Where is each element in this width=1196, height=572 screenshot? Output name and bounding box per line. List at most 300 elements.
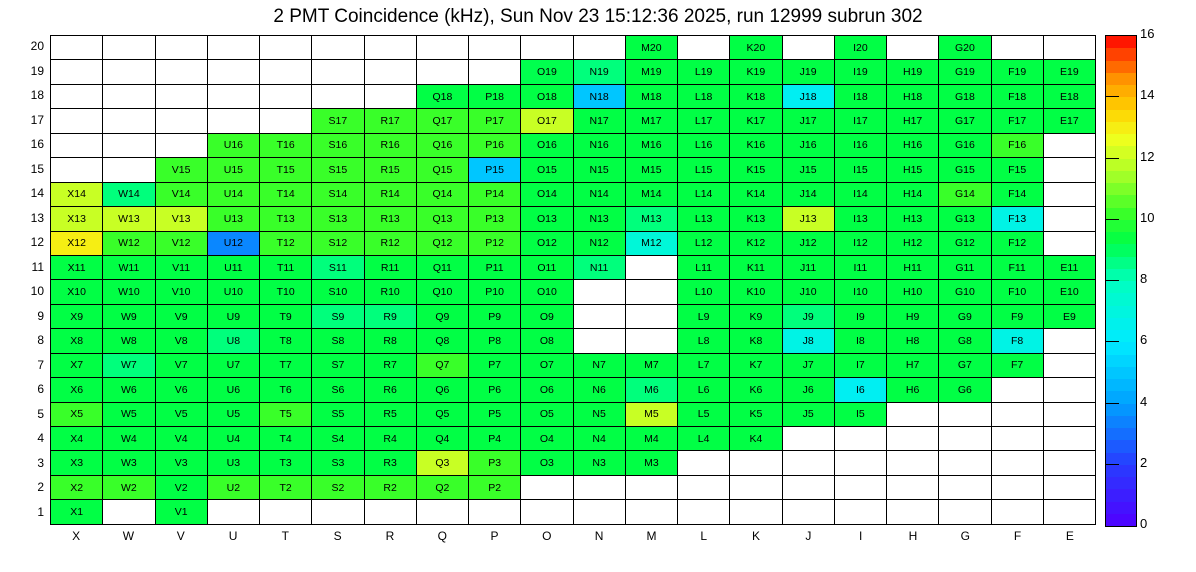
heatmap-cell-f18: F18 bbox=[991, 84, 1043, 108]
heatmap-cell-g7: G7 bbox=[939, 353, 991, 377]
heatmap-cell-empty bbox=[1043, 427, 1095, 451]
colorbar-tick-label: 0 bbox=[1140, 516, 1148, 531]
heatmap-cell-m7: M7 bbox=[625, 353, 677, 377]
heatmap-cell-f16: F16 bbox=[991, 133, 1043, 157]
heatmap-cell-empty bbox=[103, 158, 155, 182]
heatmap-cell-q15: Q15 bbox=[416, 158, 468, 182]
heatmap-cell-empty bbox=[782, 427, 834, 451]
heatmap-cell-p8: P8 bbox=[469, 329, 521, 353]
heatmap-cell-empty bbox=[1043, 475, 1095, 499]
heatmap-cell-empty bbox=[1043, 158, 1095, 182]
heatmap-row bbox=[51, 280, 1096, 304]
heatmap-cell-r14: R14 bbox=[364, 182, 416, 206]
heatmap-cell-q7: Q7 bbox=[416, 353, 468, 377]
heatmap-cell-j12: J12 bbox=[782, 231, 834, 255]
heatmap-cell-r8: R8 bbox=[364, 329, 416, 353]
x-axis-label: S bbox=[333, 529, 342, 543]
heatmap-cell-empty bbox=[625, 500, 677, 525]
heatmap-cell-empty bbox=[625, 329, 677, 353]
heatmap-cell-j6: J6 bbox=[782, 378, 834, 402]
heatmap-cell-i15: I15 bbox=[834, 158, 886, 182]
heatmap-cell-empty bbox=[207, 109, 259, 133]
heatmap-cell-empty bbox=[521, 500, 573, 525]
heatmap-row bbox=[51, 158, 1096, 182]
heatmap-cell-empty bbox=[521, 475, 573, 499]
heatmap-cell-empty bbox=[155, 36, 207, 60]
heatmap-cell-m16: M16 bbox=[625, 133, 677, 157]
heatmap-cell-empty bbox=[625, 255, 677, 279]
heatmap-cell-n11: N11 bbox=[573, 255, 625, 279]
y-axis-label: 10 bbox=[30, 284, 44, 299]
heatmap-cell-o5: O5 bbox=[521, 402, 573, 426]
x-axis-label: J bbox=[805, 529, 812, 543]
heatmap-cell-i19: I19 bbox=[834, 60, 886, 84]
colorbar-segment bbox=[1106, 195, 1136, 207]
heatmap-cell-i20: I20 bbox=[834, 36, 886, 60]
colorbar-segment bbox=[1106, 171, 1136, 183]
heatmap-cell-g19: G19 bbox=[939, 60, 991, 84]
heatmap-cell-s3: S3 bbox=[312, 451, 364, 475]
heatmap-cell-i11: I11 bbox=[834, 255, 886, 279]
heatmap-cell-o18: O18 bbox=[521, 84, 573, 108]
heatmap-cell-t2: T2 bbox=[260, 475, 312, 499]
heatmap-cell-u5: U5 bbox=[207, 402, 259, 426]
heatmap-cell-r9: R9 bbox=[364, 304, 416, 328]
heatmap-cell-empty bbox=[416, 36, 468, 60]
heatmap-cell-v13: V13 bbox=[155, 207, 207, 231]
heatmap-cell-k13: K13 bbox=[730, 207, 782, 231]
heatmap-cell-n12: N12 bbox=[573, 231, 625, 255]
heatmap-cell-q11: Q11 bbox=[416, 255, 468, 279]
heatmap-cell-u11: U11 bbox=[207, 255, 259, 279]
heatmap-cell-f14: F14 bbox=[991, 182, 1043, 206]
x-axis-label: U bbox=[228, 529, 238, 543]
heatmap-cell-empty bbox=[730, 475, 782, 499]
heatmap-cell-w7: W7 bbox=[103, 353, 155, 377]
heatmap-cell-x1: X1 bbox=[51, 500, 103, 525]
heatmap-cell-f12: F12 bbox=[991, 231, 1043, 255]
heatmap-cell-v7: V7 bbox=[155, 353, 207, 377]
heatmap-cell-s9: S9 bbox=[312, 304, 364, 328]
heatmap-cell-empty bbox=[1043, 353, 1095, 377]
heatmap-cell-n13: N13 bbox=[573, 207, 625, 231]
heatmap-cell-empty bbox=[207, 36, 259, 60]
heatmap-cell-empty bbox=[834, 451, 886, 475]
heatmap-cell-t4: T4 bbox=[260, 427, 312, 451]
heatmap-cell-empty bbox=[364, 84, 416, 108]
heatmap-cell-empty bbox=[573, 304, 625, 328]
heatmap-cell-o13: O13 bbox=[521, 207, 573, 231]
heatmap-cell-empty bbox=[573, 280, 625, 304]
colorbar-tick-label: 2 bbox=[1140, 454, 1148, 470]
heatmap-cell-j9: J9 bbox=[782, 304, 834, 328]
heatmap-cell-g18: G18 bbox=[939, 84, 991, 108]
heatmap-cell-empty bbox=[1043, 402, 1095, 426]
heatmap-cell-t9: T9 bbox=[260, 304, 312, 328]
heatmap-cell-f13: F13 bbox=[991, 207, 1043, 231]
x-axis-label: O bbox=[542, 529, 552, 543]
heatmap-cell-x14: X14 bbox=[51, 182, 103, 206]
heatmap-cell-f19: F19 bbox=[991, 60, 1043, 84]
heatmap-cell-q6: Q6 bbox=[416, 378, 468, 402]
colorbar-segment bbox=[1106, 477, 1136, 489]
heatmap-cell-p6: P6 bbox=[469, 378, 521, 402]
heatmap-cell-k15: K15 bbox=[730, 158, 782, 182]
heatmap-cell-n16: N16 bbox=[573, 133, 625, 157]
heatmap-cell-u14: U14 bbox=[207, 182, 259, 206]
heatmap-cell-empty bbox=[155, 60, 207, 84]
heatmap-cell-e11: E11 bbox=[1043, 255, 1095, 279]
heatmap-cell-empty bbox=[834, 427, 886, 451]
heatmap-cell-v6: V6 bbox=[155, 378, 207, 402]
heatmap-cell-s4: S4 bbox=[312, 427, 364, 451]
heatmap-cell-l14: L14 bbox=[678, 182, 730, 206]
heatmap-cell-l7: L7 bbox=[678, 353, 730, 377]
heatmap-cell-empty bbox=[834, 500, 886, 525]
heatmap-cell-o6: O6 bbox=[521, 378, 573, 402]
heatmap-cell-empty bbox=[887, 36, 939, 60]
colorbar-segment bbox=[1106, 134, 1136, 146]
heatmap-plot bbox=[50, 35, 1096, 525]
heatmap-cell-empty bbox=[51, 60, 103, 84]
colorbar-segment bbox=[1106, 440, 1136, 452]
heatmap-cell-q18: Q18 bbox=[416, 84, 468, 108]
heatmap-cell-m14: M14 bbox=[625, 182, 677, 206]
heatmap-cell-r5: R5 bbox=[364, 402, 416, 426]
heatmap-cell-h17: H17 bbox=[887, 109, 939, 133]
colorbar-tick-label: 14 bbox=[1140, 87, 1155, 103]
heatmap-cell-o14: O14 bbox=[521, 182, 573, 206]
heatmap-cell-x4: X4 bbox=[51, 427, 103, 451]
heatmap-cell-x8: X8 bbox=[51, 329, 103, 353]
heatmap-cell-n4: N4 bbox=[573, 427, 625, 451]
heatmap-cell-w6: W6 bbox=[103, 378, 155, 402]
x-axis-label: F bbox=[1013, 529, 1022, 543]
heatmap-row bbox=[51, 60, 1096, 84]
heatmap-cell-t15: T15 bbox=[260, 158, 312, 182]
heatmap-cell-k12: K12 bbox=[730, 231, 782, 255]
colorbar-segment bbox=[1106, 110, 1136, 122]
heatmap-cell-empty bbox=[887, 475, 939, 499]
heatmap-cell-t16: T16 bbox=[260, 133, 312, 157]
heatmap-cell-l5: L5 bbox=[678, 402, 730, 426]
heatmap-row bbox=[51, 84, 1096, 108]
heatmap-cell-e9: E9 bbox=[1043, 304, 1095, 328]
y-axis-label: 11 bbox=[31, 259, 44, 274]
heatmap-cell-p4: P4 bbox=[469, 427, 521, 451]
heatmap-cell-r10: R10 bbox=[364, 280, 416, 304]
heatmap-cell-p18: P18 bbox=[469, 84, 521, 108]
heatmap-cell-u15: U15 bbox=[207, 158, 259, 182]
colorbar-segment bbox=[1106, 257, 1136, 269]
heatmap-cell-empty bbox=[260, 109, 312, 133]
heatmap-cell-p15: P15 bbox=[469, 158, 521, 182]
heatmap-cell-k5: K5 bbox=[730, 402, 782, 426]
heatmap-cell-j8: J8 bbox=[782, 329, 834, 353]
heatmap-cell-q10: Q10 bbox=[416, 280, 468, 304]
heatmap-cell-empty bbox=[573, 500, 625, 525]
colorbar-segment bbox=[1106, 306, 1136, 318]
heatmap-row bbox=[51, 207, 1096, 231]
heatmap-cell-empty bbox=[1043, 451, 1095, 475]
heatmap-cell-empty bbox=[991, 427, 1043, 451]
heatmap-cell-empty bbox=[364, 500, 416, 525]
heatmap-cell-g10: G10 bbox=[939, 280, 991, 304]
heatmap-cell-k20: K20 bbox=[730, 36, 782, 60]
heatmap-cell-p13: P13 bbox=[469, 207, 521, 231]
heatmap-cell-v10: V10 bbox=[155, 280, 207, 304]
heatmap-row bbox=[51, 133, 1096, 157]
heatmap-cell-empty bbox=[887, 451, 939, 475]
heatmap-cell-k10: K10 bbox=[730, 280, 782, 304]
heatmap-cell-r7: R7 bbox=[364, 353, 416, 377]
heatmap-cell-p2: P2 bbox=[469, 475, 521, 499]
heatmap-cell-r12: R12 bbox=[364, 231, 416, 255]
heatmap-cell-t3: T3 bbox=[260, 451, 312, 475]
heatmap-cell-x10: X10 bbox=[51, 280, 103, 304]
heatmap-cell-i8: I8 bbox=[834, 329, 886, 353]
heatmap-cell-o10: O10 bbox=[521, 280, 573, 304]
heatmap-row bbox=[51, 182, 1096, 206]
heatmap-cell-g15: G15 bbox=[939, 158, 991, 182]
x-axis-label: T bbox=[281, 529, 290, 543]
heatmap-cell-i18: I18 bbox=[834, 84, 886, 108]
heatmap-cell-v15: V15 bbox=[155, 158, 207, 182]
colorbar-segment bbox=[1106, 159, 1136, 171]
heatmap-cell-empty bbox=[991, 402, 1043, 426]
heatmap-cell-empty bbox=[103, 133, 155, 157]
heatmap-cell-m20: M20 bbox=[625, 36, 677, 60]
y-axis-label: 6 bbox=[37, 382, 44, 397]
heatmap-cell-empty bbox=[939, 451, 991, 475]
y-axis-label: 2 bbox=[37, 480, 44, 495]
y-axis-label: 5 bbox=[37, 406, 44, 421]
heatmap-cell-s17: S17 bbox=[312, 109, 364, 133]
colorbar-tick-mark bbox=[1105, 464, 1119, 465]
heatmap-cell-v2: V2 bbox=[155, 475, 207, 499]
heatmap-cell-n5: N5 bbox=[573, 402, 625, 426]
heatmap-cell-p10: P10 bbox=[469, 280, 521, 304]
heatmap-cell-u2: U2 bbox=[207, 475, 259, 499]
heatmap-cell-q9: Q9 bbox=[416, 304, 468, 328]
heatmap-cell-n18: N18 bbox=[573, 84, 625, 108]
heatmap-cell-empty bbox=[939, 427, 991, 451]
heatmap-cell-g12: G12 bbox=[939, 231, 991, 255]
heatmap-cell-v11: V11 bbox=[155, 255, 207, 279]
heatmap-cell-x6: X6 bbox=[51, 378, 103, 402]
heatmap-cell-h6: H6 bbox=[887, 378, 939, 402]
colorbar-segment bbox=[1106, 502, 1136, 514]
heatmap-cell-j19: J19 bbox=[782, 60, 834, 84]
heatmap-cell-w2: W2 bbox=[103, 475, 155, 499]
colorbar-tick-mark bbox=[1105, 158, 1119, 159]
heatmap-cell-empty bbox=[260, 36, 312, 60]
heatmap-cell-i14: I14 bbox=[834, 182, 886, 206]
heatmap-cell-empty bbox=[678, 451, 730, 475]
heatmap-cell-o11: O11 bbox=[521, 255, 573, 279]
heatmap-cell-i10: I10 bbox=[834, 280, 886, 304]
heatmap-cell-empty bbox=[469, 36, 521, 60]
heatmap-cell-l11: L11 bbox=[678, 255, 730, 279]
heatmap-cell-empty bbox=[625, 475, 677, 499]
colorbar-segment bbox=[1106, 244, 1136, 256]
heatmap-cell-w12: W12 bbox=[103, 231, 155, 255]
heatmap-cell-empty bbox=[730, 500, 782, 525]
heatmap-cell-p17: P17 bbox=[469, 109, 521, 133]
heatmap-cell-u12: U12 bbox=[207, 231, 259, 255]
heatmap-cell-empty bbox=[678, 475, 730, 499]
heatmap-cell-m3: M3 bbox=[625, 451, 677, 475]
heatmap-cell-j5: J5 bbox=[782, 402, 834, 426]
heatmap-cell-m13: M13 bbox=[625, 207, 677, 231]
colorbar-segment bbox=[1106, 36, 1136, 48]
colorbar-segment bbox=[1106, 293, 1136, 305]
heatmap-cell-t5: T5 bbox=[260, 402, 312, 426]
heatmap-cell-r15: R15 bbox=[364, 158, 416, 182]
heatmap-cell-v14: V14 bbox=[155, 182, 207, 206]
heatmap-cell-empty bbox=[834, 475, 886, 499]
heatmap-cell-o12: O12 bbox=[521, 231, 573, 255]
heatmap-cell-o8: O8 bbox=[521, 329, 573, 353]
heatmap-cell-empty bbox=[51, 84, 103, 108]
heatmap-cell-empty bbox=[887, 500, 939, 525]
y-axis-label: 12 bbox=[30, 235, 44, 250]
heatmap-cell-p7: P7 bbox=[469, 353, 521, 377]
x-axis-label: M bbox=[646, 529, 657, 543]
heatmap-cell-empty bbox=[991, 475, 1043, 499]
heatmap-cell-w14: W14 bbox=[103, 182, 155, 206]
heatmap-cell-empty bbox=[782, 36, 834, 60]
heatmap-cell-t11: T11 bbox=[260, 255, 312, 279]
heatmap-cell-l6: L6 bbox=[678, 378, 730, 402]
heatmap-cell-j16: J16 bbox=[782, 133, 834, 157]
heatmap-cell-o17: O17 bbox=[521, 109, 573, 133]
heatmap-cell-q2: Q2 bbox=[416, 475, 468, 499]
heatmap-row bbox=[51, 329, 1096, 353]
heatmap-cell-g6: G6 bbox=[939, 378, 991, 402]
heatmap-row bbox=[51, 231, 1096, 255]
colorbar-segment bbox=[1106, 355, 1136, 367]
heatmap-cell-n7: N7 bbox=[573, 353, 625, 377]
heatmap-cell-h18: H18 bbox=[887, 84, 939, 108]
colorbar-segment bbox=[1106, 514, 1136, 526]
heatmap-cell-x7: X7 bbox=[51, 353, 103, 377]
heatmap-cell-s16: S16 bbox=[312, 133, 364, 157]
colorbar-segment bbox=[1106, 122, 1136, 134]
heatmap-cell-r17: R17 bbox=[364, 109, 416, 133]
heatmap-cell-empty bbox=[1043, 500, 1095, 525]
colorbar-tick-label: 10 bbox=[1140, 209, 1155, 225]
heatmap-cell-q8: Q8 bbox=[416, 329, 468, 353]
y-axis-label: 17 bbox=[30, 112, 44, 127]
heatmap-cell-empty bbox=[782, 475, 834, 499]
heatmap-cell-s7: S7 bbox=[312, 353, 364, 377]
heatmap-cell-x11: X11 bbox=[51, 255, 103, 279]
heatmap-cell-o15: O15 bbox=[521, 158, 573, 182]
heatmap-cell-s14: S14 bbox=[312, 182, 364, 206]
colorbar-segment bbox=[1106, 367, 1136, 379]
colorbar-tick-label: 8 bbox=[1140, 271, 1148, 286]
heatmap-cell-w11: W11 bbox=[103, 255, 155, 279]
heatmap-cell-l15: L15 bbox=[678, 158, 730, 182]
heatmap-cell-i5: I5 bbox=[834, 402, 886, 426]
heatmap-cell-empty bbox=[782, 500, 834, 525]
heatmap-cell-n6: N6 bbox=[573, 378, 625, 402]
heatmap-cell-empty bbox=[51, 133, 103, 157]
colorbar-tick-label: 12 bbox=[1140, 148, 1155, 164]
heatmap-cell-o9: O9 bbox=[521, 304, 573, 328]
heatmap-cell-t10: T10 bbox=[260, 280, 312, 304]
heatmap-cell-s5: S5 bbox=[312, 402, 364, 426]
heatmap-cell-k4: K4 bbox=[730, 427, 782, 451]
heatmap-cell-l16: L16 bbox=[678, 133, 730, 157]
heatmap-cell-empty bbox=[260, 60, 312, 84]
heatmap-cell-h14: H14 bbox=[887, 182, 939, 206]
colorbar-tick-mark bbox=[1105, 96, 1119, 97]
x-axis-label: X bbox=[72, 529, 81, 543]
heatmap-cell-l9: L9 bbox=[678, 304, 730, 328]
heatmap-cell-w5: W5 bbox=[103, 402, 155, 426]
heatmap-cell-empty bbox=[939, 402, 991, 426]
heatmap-cell-empty bbox=[573, 36, 625, 60]
heatmap-cell-v12: V12 bbox=[155, 231, 207, 255]
heatmap-cell-x13: X13 bbox=[51, 207, 103, 231]
colorbar bbox=[1105, 35, 1137, 527]
heatmap-cell-empty bbox=[991, 500, 1043, 525]
heatmap-cell-s6: S6 bbox=[312, 378, 364, 402]
heatmap-cell-r4: R4 bbox=[364, 427, 416, 451]
heatmap-cell-p11: P11 bbox=[469, 255, 521, 279]
heatmap-cell-h16: H16 bbox=[887, 133, 939, 157]
heatmap-cell-l13: L13 bbox=[678, 207, 730, 231]
colorbar-segment bbox=[1106, 183, 1136, 195]
heatmap-cell-g9: G9 bbox=[939, 304, 991, 328]
heatmap-cell-g11: G11 bbox=[939, 255, 991, 279]
heatmap-cell-empty bbox=[364, 36, 416, 60]
heatmap-cell-k9: K9 bbox=[730, 304, 782, 328]
heatmap-cell-t13: T13 bbox=[260, 207, 312, 231]
heatmap-cell-u9: U9 bbox=[207, 304, 259, 328]
heatmap-cell-s13: S13 bbox=[312, 207, 364, 231]
x-axis-label: H bbox=[908, 529, 918, 543]
heatmap-cell-g8: G8 bbox=[939, 329, 991, 353]
colorbar-segment bbox=[1106, 342, 1136, 354]
heatmap-cell-w10: W10 bbox=[103, 280, 155, 304]
heatmap-cell-h11: H11 bbox=[887, 255, 939, 279]
heatmap-cell-n3: N3 bbox=[573, 451, 625, 475]
heatmap-cell-empty bbox=[625, 280, 677, 304]
heatmap-cell-g20: G20 bbox=[939, 36, 991, 60]
heatmap-cell-m18: M18 bbox=[625, 84, 677, 108]
heatmap-cell-v5: V5 bbox=[155, 402, 207, 426]
heatmap-cell-m4: M4 bbox=[625, 427, 677, 451]
heatmap-cell-empty bbox=[1043, 378, 1095, 402]
heatmap-cell-empty bbox=[51, 109, 103, 133]
heatmap-cell-v8: V8 bbox=[155, 329, 207, 353]
heatmap-cell-v1: V1 bbox=[155, 500, 207, 525]
heatmap-cell-m19: M19 bbox=[625, 60, 677, 84]
heatmap-cell-u3: U3 bbox=[207, 451, 259, 475]
heatmap-row bbox=[51, 109, 1096, 133]
colorbar-segment bbox=[1106, 97, 1136, 109]
heatmap-cell-s8: S8 bbox=[312, 329, 364, 353]
heatmap-cell-n14: N14 bbox=[573, 182, 625, 206]
colorbar-segment bbox=[1106, 379, 1136, 391]
heatmap-cell-f11: F11 bbox=[991, 255, 1043, 279]
heatmap-cell-empty bbox=[155, 133, 207, 157]
heatmap-cell-empty bbox=[469, 500, 521, 525]
heatmap-cell-empty bbox=[312, 84, 364, 108]
